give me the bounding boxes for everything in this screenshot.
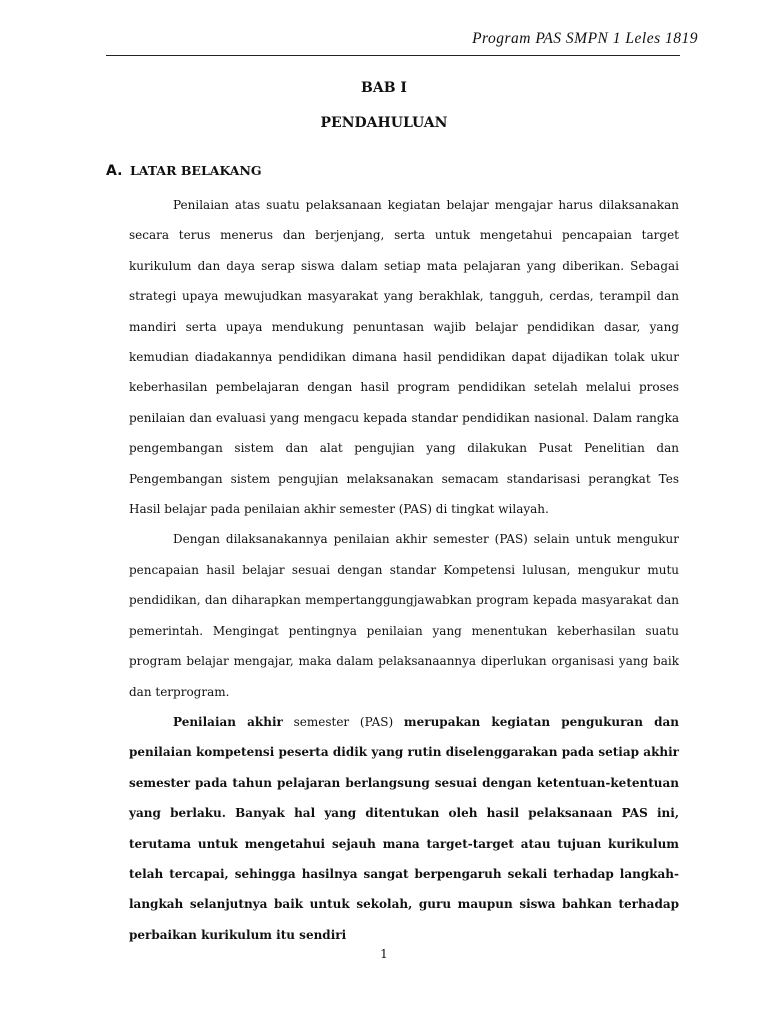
paragraph-3-normal-run: semester (PAS) [282, 714, 404, 729]
chapter-title: PENDAHULUAN [320, 115, 448, 131]
page-number: 1 [380, 947, 388, 961]
paragraph-3 [129, 707, 679, 950]
section-heading [106, 163, 262, 179]
body-text [129, 190, 679, 950]
header-rule [106, 55, 680, 56]
paragraph-2: Dengan dilaksanakannya penilaian akhir semester (PAS) selain untuk mengukur pencapaian hasil belajar sesuai dengan standar Kompetensi lulusan, mengukur mutu pendidikan, dan diharapkan mempertanggungjawabkan program kepada masyarakat dan pemerintah. Mengingat pentingnya penilaian yang menentukan keberhasilan suatu program belajar mengajar, maka dalam pelaksanaannya diperlukan organisasi yang baik dan terprogram. [129, 532, 679, 699]
paragraph-1: Penilaian atas suatu pelaksanaan kegiatan belajar mengajar harus dilaksanakan secara terus menerus dan berjenjang, serta untuk mengetahui pencapaian target kurikulum dan daya serap siswa dalam setiap mata pelajaran yang diberikan. Sebagai strategi upaya mewujudkan masyarakat yang berakhlak, tangguh, cerdas, terampil dan mandiri serta upaya mendukung penuntasan wajib belajar pendidikan dasar, yang kemudian diadakannya pendidikan dimana hasil pendidikan dapat dijadikan tolak ukur keberhasilan pembelajaran dengan hasil program pendidikan setelah melalui proses penilaian dan evaluasi yang mengacu kepada standar pendidikan nasional. Dalam rangka pengembangan sistem dan alat pengujian yang dilakukan Pusat Penelitian dan Pengembangan sistem pengujian melaksanakan semacam standarisasi perangkat Tes Hasil belajar pada penilaian akhir semester (PAS) di tingkat wilayah. [129, 198, 679, 517]
paragraph-3-rest: merupakan kegiatan pengukuran dan penilaian kompetensi peserta didik yang rutin diselenggarakan pada setiap akhir semester pada tahun pelajaran berlangsung sesuai dengan ketentuan-ketentuan yang berlaku. Banyak hal yang ditentukan oleh hasil pelaksanaan PAS ini, terutama untuk mengetahui sejauh mana target-target atau tujuan kurikulum telah tercapai, sehingga hasilnya sangat berpengaruh sekali terhadap langkah-langkah selanjutnya baik untuk sekolah, guru maupun siswa bahkan terhadap perbaikan kurikulum itu sendiri [129, 714, 679, 942]
chapter-number: BAB I [361, 80, 407, 96]
section-letter: A. [106, 163, 123, 179]
running-header-title: Program PAS SMPN 1 Leles 1819 [472, 30, 698, 47]
paragraph-3-lead: Penilaian akhir [173, 714, 283, 729]
section-title: LATAR BELAKANG [130, 163, 262, 178]
